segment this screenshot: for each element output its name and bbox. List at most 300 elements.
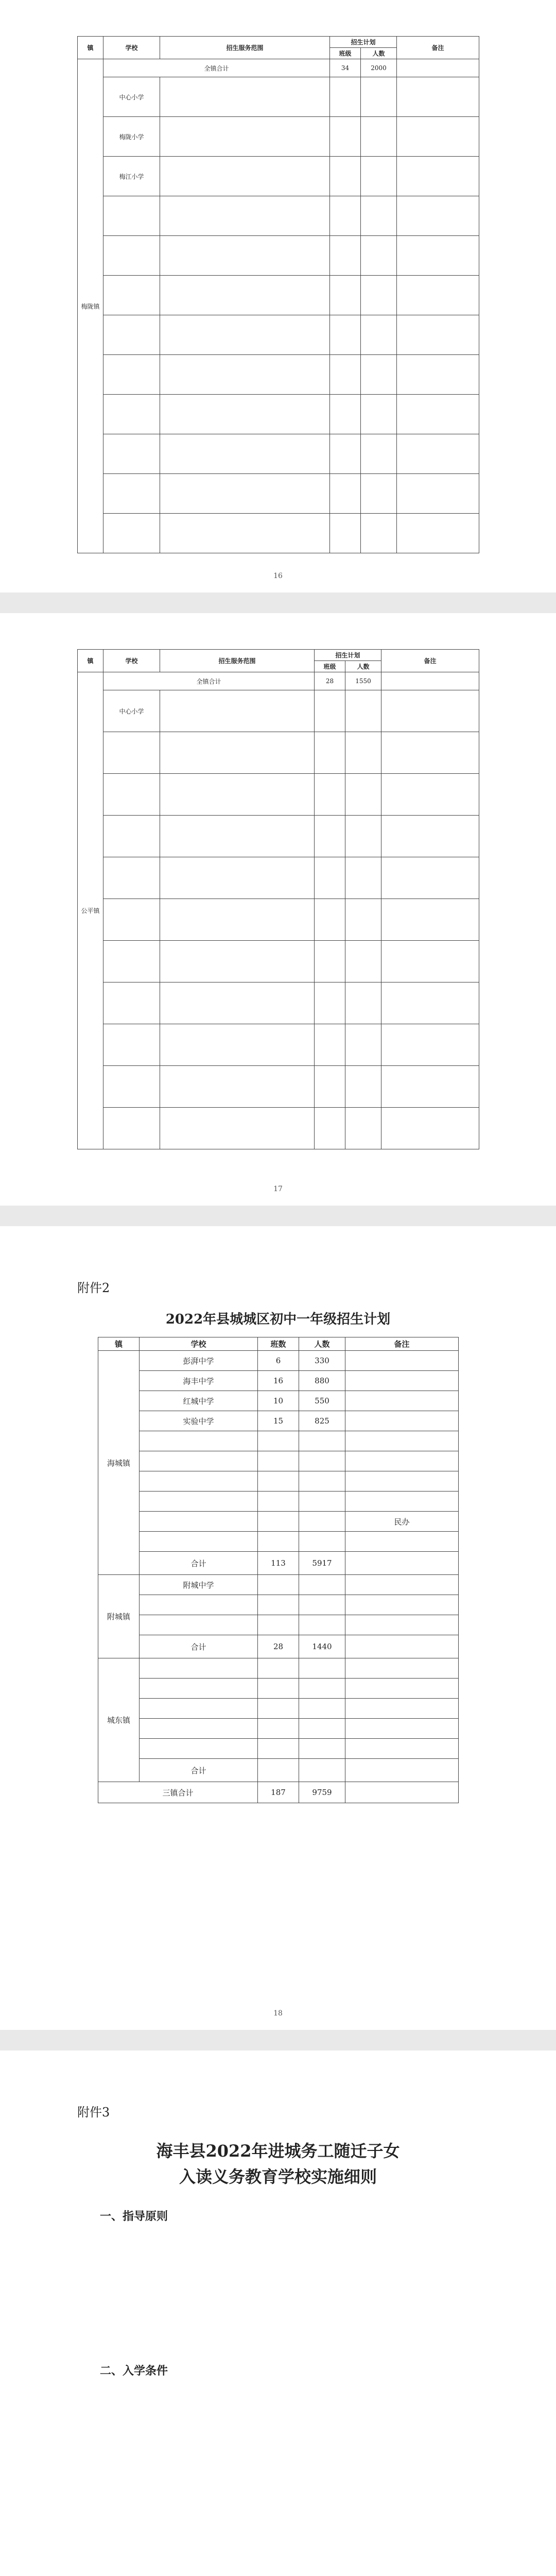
classes-cell [330, 196, 361, 236]
page-18 [0, 1226, 556, 2030]
town-cell: 城东镇 [98, 1658, 140, 1782]
people-cell [299, 1512, 345, 1532]
th-people: 人数 [299, 1337, 345, 1351]
table-row [78, 59, 479, 77]
school-cell [140, 1431, 258, 1451]
range-cell [160, 982, 315, 1024]
people-cell [361, 77, 397, 117]
th-note: 备注 [381, 650, 479, 672]
classes-cell [258, 1595, 299, 1615]
classes-cell [330, 236, 361, 276]
table-row [98, 1699, 459, 1719]
table-row [98, 1595, 459, 1615]
school-cell: 实验中学 [140, 1411, 258, 1431]
table-row [78, 774, 479, 816]
table-row [98, 1615, 459, 1635]
th-people: 人数 [361, 48, 397, 59]
classes-cell [315, 1024, 345, 1066]
range-cell [160, 77, 330, 117]
people-cell [299, 1431, 345, 1451]
table-row [78, 514, 479, 553]
classes-cell [330, 434, 361, 474]
classes-cell [330, 276, 361, 315]
school-cell: 中心小学 [103, 690, 160, 732]
note-cell [381, 857, 479, 899]
page-number: 17 [273, 1185, 283, 1193]
classes-cell [330, 157, 361, 196]
classes-cell [258, 1699, 299, 1719]
people-cell [299, 1719, 345, 1739]
people-cell [299, 1759, 345, 1782]
subtotal-row [98, 1759, 459, 1782]
school-cell [140, 1615, 258, 1635]
page-19 [0, 2050, 556, 2576]
people-cell [299, 1595, 345, 1615]
table-row [98, 1492, 459, 1512]
table-row [98, 1351, 459, 1371]
school-cell [103, 1108, 160, 1149]
classes-cell [315, 857, 345, 899]
school-cell [103, 857, 160, 899]
note-cell [381, 672, 479, 690]
range-cell [160, 1024, 315, 1066]
people-cell: 825 [299, 1411, 345, 1431]
classes-cell [315, 1066, 345, 1108]
classes-cell [315, 732, 345, 774]
school-cell [140, 1532, 258, 1552]
people-cell [345, 982, 381, 1024]
school-cell [103, 434, 160, 474]
note-cell [345, 1431, 459, 1451]
attachment2-title: 2022年县城城区初中一年级招生计划 [165, 1312, 391, 1327]
attachment-label: 附件2 [77, 1281, 110, 1295]
town-cell: 梅陇镇 [78, 59, 103, 553]
range-cell [160, 236, 330, 276]
people-cell [361, 434, 397, 474]
th-range: 招生服务范围 [160, 37, 330, 59]
classes-cell [315, 941, 345, 982]
classes-cell [258, 1575, 299, 1595]
th-classes: 班数 [258, 1337, 299, 1351]
subtotal-row [98, 1635, 459, 1658]
enrollment-table-1 [77, 36, 479, 553]
note-cell [397, 236, 479, 276]
note-cell [345, 1371, 459, 1391]
classes-cell: 113 [258, 1552, 299, 1575]
note-cell [345, 1575, 459, 1595]
total-label-cell: 全镇合计 [103, 672, 315, 690]
range-cell [160, 315, 330, 355]
note-cell [397, 514, 479, 553]
note-cell [345, 1759, 459, 1782]
table-row [78, 899, 479, 941]
table-row [78, 77, 479, 117]
table-row [98, 1431, 459, 1451]
table-row [98, 1739, 459, 1759]
range-cell [160, 941, 315, 982]
school-cell [103, 774, 160, 816]
note-cell [345, 1532, 459, 1552]
note-cell [345, 1552, 459, 1575]
note-cell [345, 1451, 459, 1471]
note-cell [397, 59, 479, 77]
range-cell [160, 157, 330, 196]
people-cell [299, 1739, 345, 1759]
people-cell: 330 [299, 1351, 345, 1371]
classes-cell: 16 [258, 1371, 299, 1391]
school-cell [103, 1066, 160, 1108]
classes-cell [258, 1759, 299, 1782]
table-row [98, 1679, 459, 1699]
note-cell [345, 1719, 459, 1739]
classes-cell [258, 1471, 299, 1492]
table-row [98, 1471, 459, 1492]
range-cell [160, 732, 315, 774]
th-town: 镇 [98, 1337, 140, 1351]
subtotal-label-cell: 合计 [140, 1635, 258, 1658]
note-cell [381, 816, 479, 857]
people-cell [299, 1699, 345, 1719]
note-cell [345, 1351, 459, 1371]
table-row [78, 690, 479, 732]
note-cell [397, 355, 479, 395]
school-cell [140, 1699, 258, 1719]
th-school: 学校 [103, 650, 160, 672]
people-cell [345, 899, 381, 941]
classes-cell [258, 1512, 299, 1532]
page-number: 16 [273, 572, 283, 580]
junior-high-enrollment-table [98, 1337, 459, 1803]
note-cell [381, 690, 479, 732]
table-row [78, 732, 479, 774]
note-cell [381, 1108, 479, 1149]
range-cell [160, 474, 330, 514]
school-cell [103, 355, 160, 395]
table-row [78, 1066, 479, 1108]
classes-cell [315, 1108, 345, 1149]
classes-cell [330, 77, 361, 117]
school-cell [140, 1739, 258, 1759]
school-cell [103, 732, 160, 774]
table-row [78, 236, 479, 276]
page-gap [0, 1206, 556, 1226]
people-cell [299, 1451, 345, 1471]
people-cell [345, 1066, 381, 1108]
table-row [78, 1108, 479, 1149]
people-cell [345, 941, 381, 982]
classes-cell: 28 [258, 1635, 299, 1658]
note-cell [381, 1066, 479, 1108]
people-cell [361, 196, 397, 236]
table-row [98, 1719, 459, 1739]
th-plan: 招生计划 [330, 37, 397, 48]
range-cell [160, 355, 330, 395]
grand-total-label-cell: 三镇合计 [98, 1782, 258, 1803]
people-cell: 2000 [361, 59, 397, 77]
table-row [98, 1575, 459, 1595]
th-range: 招生服务范围 [160, 650, 315, 672]
note-cell [397, 77, 479, 117]
classes-cell [315, 690, 345, 732]
th-plan: 招生计划 [315, 650, 381, 661]
school-cell [103, 941, 160, 982]
classes-cell [258, 1658, 299, 1679]
school-cell [140, 1679, 258, 1699]
note-cell [397, 196, 479, 236]
th-classes: 班级 [330, 48, 361, 59]
classes-cell: 28 [315, 672, 345, 690]
table-row [98, 1371, 459, 1391]
school-cell [140, 1512, 258, 1532]
note-cell: 民办 [345, 1512, 459, 1532]
total-label-cell: 全镇合计 [103, 59, 330, 77]
note-cell [381, 1024, 479, 1066]
classes-cell [258, 1719, 299, 1739]
classes-cell [258, 1615, 299, 1635]
table-row [78, 196, 479, 236]
range-cell [160, 395, 330, 434]
people-cell [361, 474, 397, 514]
table-row [78, 157, 479, 196]
school-cell: 海丰中学 [140, 1371, 258, 1391]
people-cell [361, 395, 397, 434]
page-16 [0, 0, 556, 592]
th-town: 镇 [78, 650, 103, 672]
classes-cell [330, 514, 361, 553]
page-17 [0, 613, 556, 1206]
note-cell [397, 474, 479, 514]
th-town: 镇 [78, 37, 103, 59]
classes-cell [258, 1739, 299, 1759]
classes-cell: 187 [258, 1782, 299, 1803]
people-cell: 1550 [345, 672, 381, 690]
town-cell: 公平镇 [78, 672, 103, 1149]
people-cell [299, 1615, 345, 1635]
note-cell [345, 1658, 459, 1679]
table-row [78, 672, 479, 690]
note-cell [381, 941, 479, 982]
classes-cell [315, 774, 345, 816]
school-cell: 附城中学 [140, 1575, 258, 1595]
note-cell [381, 774, 479, 816]
school-cell [103, 982, 160, 1024]
people-cell [345, 774, 381, 816]
page-gap [0, 592, 556, 613]
table-row [98, 1532, 459, 1552]
note-cell [345, 1411, 459, 1431]
town-cell: 附城镇 [98, 1575, 140, 1658]
note-cell [345, 1391, 459, 1411]
section-heading: 二、入学条件 [100, 2364, 168, 2378]
table-row [78, 434, 479, 474]
th-school: 学校 [140, 1337, 258, 1351]
people-cell: 1440 [299, 1635, 345, 1658]
subtotal-label-cell: 合计 [140, 1759, 258, 1782]
school-cell [103, 196, 160, 236]
table-row [98, 1512, 459, 1532]
classes-cell [258, 1451, 299, 1471]
classes-cell: 10 [258, 1391, 299, 1411]
th-note: 备注 [345, 1337, 459, 1351]
school-cell [103, 899, 160, 941]
attachment3-title-line2: 入读义务教育学校实施细则 [179, 2167, 377, 2187]
school-cell [140, 1719, 258, 1739]
people-cell [361, 236, 397, 276]
people-cell [361, 276, 397, 315]
table-row [78, 315, 479, 355]
table-row [98, 1391, 459, 1411]
classes-cell [330, 117, 361, 157]
classes-cell [330, 474, 361, 514]
school-cell [103, 816, 160, 857]
classes-cell [258, 1532, 299, 1552]
note-cell [345, 1635, 459, 1658]
range-cell [160, 276, 330, 315]
range-cell [160, 1108, 315, 1149]
people-cell [361, 157, 397, 196]
range-cell [160, 514, 330, 553]
section-heading: 一、指导原则 [100, 2210, 168, 2223]
school-cell [103, 236, 160, 276]
range-cell [160, 1066, 315, 1108]
school-cell [140, 1451, 258, 1471]
page-gap [0, 2030, 556, 2050]
school-cell [103, 514, 160, 553]
table-row [98, 1451, 459, 1471]
note-cell [345, 1679, 459, 1699]
grand-total-row [98, 1782, 459, 1803]
note-cell [397, 395, 479, 434]
people-cell: 9759 [299, 1782, 345, 1803]
people-cell [345, 732, 381, 774]
table-row [98, 1658, 459, 1679]
school-cell [103, 276, 160, 315]
classes-cell: 6 [258, 1351, 299, 1371]
people-cell [345, 857, 381, 899]
note-cell [397, 434, 479, 474]
people-cell [345, 1108, 381, 1149]
range-cell [160, 434, 330, 474]
note-cell [345, 1595, 459, 1615]
people-cell [345, 690, 381, 732]
school-cell [103, 1024, 160, 1066]
note-cell [397, 157, 479, 196]
subtotal-row [98, 1552, 459, 1575]
table-row [98, 1411, 459, 1431]
note-cell [345, 1615, 459, 1635]
classes-cell [315, 982, 345, 1024]
range-cell [160, 117, 330, 157]
people-cell [361, 117, 397, 157]
school-cell [140, 1492, 258, 1512]
school-cell [103, 315, 160, 355]
school-cell: 梅陇小学 [103, 117, 160, 157]
table-row [78, 117, 479, 157]
range-cell [160, 774, 315, 816]
note-cell [345, 1492, 459, 1512]
school-cell: 梅江小学 [103, 157, 160, 196]
classes-cell [258, 1679, 299, 1699]
people-cell [361, 514, 397, 553]
school-cell: 红城中学 [140, 1391, 258, 1411]
th-school: 学校 [103, 37, 160, 59]
subtotal-label-cell: 合计 [140, 1552, 258, 1575]
table-row [78, 941, 479, 982]
note-cell [345, 1699, 459, 1719]
table-row [78, 982, 479, 1024]
range-cell [160, 816, 315, 857]
page-number: 18 [273, 2009, 283, 2018]
classes-cell [330, 355, 361, 395]
people-cell [299, 1471, 345, 1492]
note-cell [345, 1782, 459, 1803]
school-cell [103, 395, 160, 434]
school-cell: 中心小学 [103, 77, 160, 117]
table-row [78, 395, 479, 434]
people-cell [345, 816, 381, 857]
note-cell [397, 117, 479, 157]
th-note: 备注 [397, 37, 479, 59]
note-cell [381, 899, 479, 941]
note-cell [345, 1739, 459, 1759]
school-cell: 彭湃中学 [140, 1351, 258, 1371]
people-cell [345, 1024, 381, 1066]
people-cell [361, 315, 397, 355]
classes-cell [330, 395, 361, 434]
note-cell [397, 276, 479, 315]
range-cell [160, 196, 330, 236]
attachment3-title-line1: 海丰县2022年进城务工随迁子女 [156, 2141, 400, 2161]
classes-cell [258, 1431, 299, 1451]
town-cell: 海城镇 [98, 1351, 140, 1575]
table-row [78, 276, 479, 315]
table-row [78, 474, 479, 514]
people-cell [299, 1658, 345, 1679]
table-row [78, 1024, 479, 1066]
people-cell [299, 1679, 345, 1699]
classes-cell [315, 899, 345, 941]
school-cell [103, 474, 160, 514]
range-cell [160, 899, 315, 941]
people-cell [361, 355, 397, 395]
table-row [78, 857, 479, 899]
note-cell [345, 1471, 459, 1492]
table-row [78, 355, 479, 395]
people-cell: 5917 [299, 1552, 345, 1575]
school-cell [140, 1658, 258, 1679]
note-cell [381, 732, 479, 774]
th-classes: 班级 [315, 661, 345, 672]
classes-cell [330, 315, 361, 355]
classes-cell [258, 1492, 299, 1512]
range-cell [160, 857, 315, 899]
people-cell: 550 [299, 1391, 345, 1411]
table-row [78, 816, 479, 857]
note-cell [381, 982, 479, 1024]
people-cell [299, 1532, 345, 1552]
attachment-label: 附件3 [77, 2105, 110, 2120]
classes-cell: 15 [258, 1411, 299, 1431]
school-cell [140, 1471, 258, 1492]
people-cell [299, 1492, 345, 1512]
people-cell [299, 1575, 345, 1595]
people-cell: 880 [299, 1371, 345, 1391]
range-cell [160, 690, 315, 732]
enrollment-table-2 [77, 649, 479, 1149]
th-people: 人数 [345, 661, 381, 672]
school-cell [140, 1595, 258, 1615]
classes-cell: 34 [330, 59, 361, 77]
